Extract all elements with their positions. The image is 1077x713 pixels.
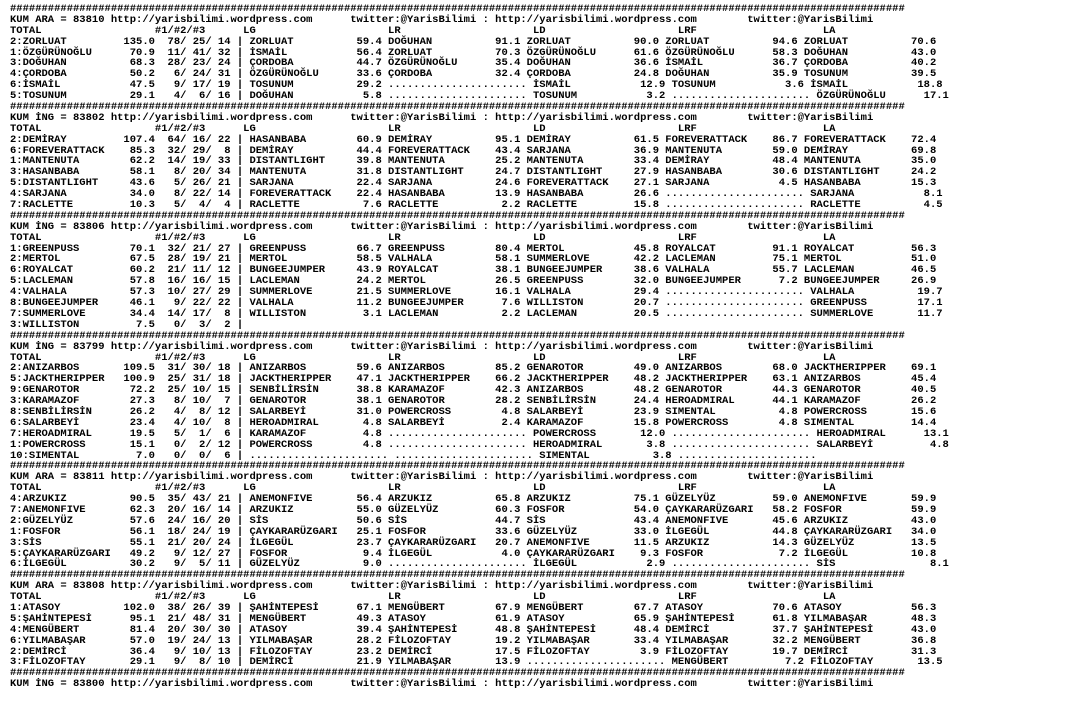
- horse-row: 7:ANEMONFIVE 62.3 20/ 16/ 14 | ARZUKIZ 55.0 GÜZELYÜZ 60.3 FOSFOR 54.0 ÇAYKARARÜZGARI 58.2 FOSFOR 59.9: [10, 503, 937, 516]
- horse-row: 5:ŞAHİNTEPESİ 95.1 21/ 48/ 31 | MENGÜBERT 49.3 ATASOY 61.9 ATASOY 65.9 ŞAHİNTEPESİ 61.8 YILMABAŞAR 48.3: [10, 612, 937, 625]
- separator-line: ##############################################################################################################################################: [10, 210, 905, 222]
- race-header: KUM İNG = 83800 http://yarisbilimi.wordpress.com twitter:@YarisBilimi : http://yarisbilimi.wordpress.com twitter:@YarisBilimi: [10, 678, 874, 691]
- separator-line: ##############################################################################################################################################: [10, 4, 905, 15]
- race-header: KUM ARA = 83808 http://yarisbilimi.wordpress.com twitter:@YarisBilimi : http://yarisbilimi.wordpress.com twitter:@YarisBilimi: [10, 580, 874, 593]
- horse-row: 5:DISTANTLIGHT 43.6 5/ 26/ 21 | SARJANA 22.4 SARJANA 24.6 FOREVERATTACK 27.1 SARJANA 4.5 HASANBABA 15.3: [10, 177, 937, 190]
- horse-row: 10:SIMENTAL 7.0 0/ 0/ 6 | ...................... ...................... SIMENTAL 3.8 ......................: [10, 449, 817, 462]
- column-headers: TOTAL #1/#2/#3 LG LR LD LRF LA: [10, 482, 836, 495]
- separator-line: ##############################################################################################################################################: [10, 461, 905, 473]
- horse-row: 4:SARJANA 34.0 8/ 22/ 14 | FOREVERATTACK 22.4 HASANBABA 13.9 HASANBABA 26.6 ...................... SARJANA 8.1: [10, 188, 943, 201]
- race-header: KUM İNG = 83799 http://yarisbilimi.wordpress.com twitter:@YarisBilimi : http://yarisbilimi.wordpress.com twitter:@YarisBilimi: [10, 340, 874, 353]
- horse-row: 4:MENGÜBERT 81.4 20/ 30/ 30 | ATASOY 39.4 ŞAHİNTEPESİ 48.8 ŞAHİNTEPESİ 48.4 DEMİRCİ 37.7 ŞAHİNTEPESİ 43.0: [10, 623, 937, 636]
- column-headers: TOTAL #1/#2/#3 LG LR LD LRF LA: [10, 24, 836, 37]
- horse-row: 8:BUNGEEJUMPER 46.1 9/ 22/ 22 | VALHALA 11.2 BUNGEEJUMPER 7.6 WILLISTON 20.7 ...................... GREENPUSS 17.1: [10, 297, 943, 310]
- separator-line: ##############################################################################################################################################: [10, 330, 905, 342]
- horse-row: 3:HASANBABA 58.1 8/ 20/ 34 | MANTENUTA 31.8 DISTANTLIGHT 24.7 DISTANTLIGHT 27.9 HASANBABA 30.6 DISTANTLIGHT 24.2: [10, 166, 937, 179]
- horse-row: 6:İLGEGÜL 30.2 9/ 5/ 11 | GÜZELYÜZ 9.0 ...................... İLGEGÜL 2.9 ...................... SİS 8.1: [10, 558, 949, 571]
- horse-row: 2:ZORLUAT 135.0 78/ 25/ 14 | ZORLUAT 59.4 DOĞUHAN 91.1 ZORLUAT 90.0 ZORLUAT 94.6 ZORLUAT 70.6: [10, 35, 937, 48]
- horse-row: 6:YILMABAŞAR 57.0 19/ 24/ 13 | YILMABAŞAR 28.2 FİLOZOFTAY 19.2 YILMABAŞAR 33.4 YILMABAŞAR 32.2 MENGÜBERT 36.8: [10, 634, 937, 647]
- horse-row: 1:ÖZGÜRÜNOĞLU 70.9 11/ 41/ 32 | İSMAİL 56.4 ZORLUAT 70.3 ÖZGÜRÜNOĞLU 61.6 ÖZGÜRÜNOĞLU 58.3 DOĞUHAN 43.0: [10, 46, 937, 59]
- horse-row: 3:KARAMAZOF 27.3 8/ 10/ 7 | GENAROTOR 38.1 GENAROTOR 28.2 SENBİLİRSİN 24.4 HEROADMIRAL 44.1 KARAMAZOF 26.2: [10, 395, 937, 408]
- horse-row: 1:MANTENUTA 62.2 14/ 19/ 33 | DISTANTLIGHT 39.8 MANTENUTA 25.2 MANTENUTA 33.4 DEMİRAY 48.4 MANTENUTA 35.0: [10, 155, 937, 168]
- separator-line: ##############################################################################################################################################: [10, 102, 905, 113]
- horse-row: 2:DEMİRAY 107.4 64/ 16/ 22 | HASANBABA 60.9 DEMİRAY 95.1 DEMİRAY 61.5 FOREVERATTACK 86.7 FOREVERATTACK 72.4: [10, 133, 937, 146]
- horse-row: 5:JACKTHERIPPER 100.9 25/ 31/ 18 | JACKTHERIPPER 47.1 JACKTHERIPPER 66.2 JACKTHERIPPER 48.2 JACKTHERIPPER 63.1 ANIZARBOS 45.4: [10, 373, 937, 386]
- race-header: KUM İNG = 83806 http://yarisbilimi.wordpress.com twitter:@YarisBilimi : http://yarisbilimi.wordpress.com twitter:@YarisBilimi: [10, 220, 874, 233]
- horse-row: 2:MERTOL 67.5 28/ 19/ 21 | MERTOL 58.5 VALHALA 58.1 SUMMERLOVE 42.2 LACLEMAN 75.1 MERTOL 51.0: [10, 253, 937, 266]
- horse-row: 7:SUMMERLOVE 34.4 14/ 17/ 8 | WILLISTON 3.1 LACLEMAN 2.2 LACLEMAN 20.5 ...................... SUMMERLOVE 11.7: [10, 307, 943, 320]
- horse-row: 5:ÇAYKARARÜZGARI 49.2 9/ 12/ 27 | FOSFOR 9.4 İLGEGÜL 4.0 ÇAYKARARÜZGARI 9.3 FOSFOR 7.2 İLGEGÜL 10.8: [10, 547, 937, 560]
- horse-row: 6:SALARBEYİ 23.4 4/ 10/ 8 | HEROADMIRAL 4.8 SALARBEYİ 2.4 KARAMAZOF 15.8 POWERCROSS 4.8 SIMENTAL 14.4: [10, 416, 937, 429]
- horse-row: 2:DEMİRCİ 36.4 9/ 10/ 13 | FİLOZOFTAY 23.2 DEMİRCİ 17.5 FİLOZOFTAY 3.9 FİLOZOFTAY 19.7 DEMİRCİ 31.3: [10, 645, 937, 658]
- horse-row: 2:GÜZELYÜZ 57.6 24/ 16/ 20 | SİS 50.6 SİS 44.7 SİS 43.4 ANEMONFIVE 45.6 ARZUKIZ 43.0: [10, 514, 937, 527]
- horse-row: 8:SENBİLİRSİN 26.2 4/ 8/ 12 | SALARBEYİ 31.0 POWERCROSS 4.8 SALARBEYİ 23.9 SIMENTAL 4.8 POWERCROSS 15.6: [10, 405, 937, 418]
- horse-row: 1:FOSFOR 56.1 18/ 24/ 19 | ÇAYKARARÜZGARI 25.1 FOSFOR 33.6 GÜZELYÜZ 33.0 İLGEGÜL 44.8 ÇAYKARARÜZGARI 34.0: [10, 525, 937, 538]
- horse-row: 3:SİS 55.1 21/ 20/ 24 | İLGEGÜL 23.7 ÇAYKARARÜZGARI 20.7 ANEMONFIVE 11.5 ARZUKIZ 14.3 GÜZELYÜZ 13.5: [10, 536, 937, 549]
- horse-row: 5:LACLEMAN 57.8 16/ 16/ 15 | LACLEMAN 24.2 MERTOL 26.5 GREENPUSS 32.0 BUNGEEJUMPER 7.2 BUNGEEJUMPER 26.9: [10, 275, 937, 288]
- race-header: KUM İNG = 83802 http://yarisbilimi.wordpress.com twitter:@YarisBilimi : http://yarisbilimi.wordpress.com twitter:@YarisBilimi: [10, 111, 874, 124]
- column-headers: TOTAL #1/#2/#3 LG LR LD LRF LA: [10, 122, 836, 135]
- horse-row: 1:GREENPUSS 70.1 32/ 21/ 27 | GREENPUSS 66.7 GREENPUSS 80.4 MERTOL 45.8 ROYALCAT 91.1 ROYALCAT 56.3: [10, 242, 937, 255]
- horse-row: 7:RACLETTE 10.3 5/ 4/ 4 | RACLETTE 7.6 RACLETTE 2.2 RACLETTE 15.8 ...................... RACLETTE 4.5: [10, 199, 943, 212]
- horse-row: 6:İSMAİL 47.5 9/ 17/ 19 | TOSUNUM 29.2 ...................... İSMAİL 12.9 TOSUNUM 3.6 İSMAİL 18.8: [10, 79, 943, 92]
- race-header: KUM ARA = 83810 http://yarisbilimi.wordpress.com twitter:@YarisBilimi : http://yarisbilimi.wordpress.com twitter:@YarisBilimi: [10, 13, 874, 26]
- horse-row: 2:ANIZARBOS 109.5 31/ 30/ 18 | ANIZARBOS 59.6 ANIZARBOS 85.2 GENAROTOR 49.0 ANIZARBOS 68.0 JACKTHERIPPER 69.1: [10, 362, 937, 375]
- column-headers: TOTAL #1/#2/#3 LG LR LD LRF LA: [10, 231, 836, 244]
- separator-line: ##############################################################################################################################################: [10, 668, 905, 680]
- horse-row: 4:VALHALA 57.3 10/ 27/ 29 | SUMMERLOVE 21.5 SUMMERLOVE 16.1 VALHALA 29.4 ...................... VALHALA 19.7: [10, 286, 943, 299]
- horse-row: 5:TOSUNUM 29.1 4/ 6/ 16 | DOĞUHAN 5.8 ...................... TOSUNUM 3.2 ...................... ÖZGÜRÜNOĞLU 17.1: [10, 90, 949, 103]
- column-headers: TOTAL #1/#2/#3 LG LR LD LRF LA: [10, 351, 836, 364]
- horse-row: 3:WILLISTON 7.5 0/ 3/ 2 |: [10, 318, 244, 331]
- column-headers: TOTAL #1/#2/#3 LG LR LD LRF LA: [10, 591, 836, 604]
- horse-row: 1:POWERCROSS 15.1 0/ 2/ 12 | POWERCROSS 4.8 ...................... HEROADMIRAL 3.8 ...................... SALARBEYİ 4.8: [10, 438, 949, 451]
- horse-row: 3:DOĞUHAN 68.3 28/ 23/ 24 | ÇORDOBA 44.7 ÖZGÜRÜNOĞLU 35.4 DOĞUHAN 36.6 İSMAİL 36.7 ÇORDOBA 40.2: [10, 57, 937, 70]
- horse-row: 7:HEROADMIRAL 19.5 5/ 1/ 6 | KARAMAZOF 4.8 ...................... POWERCROSS 12.0 ...................... HEROADMIRAL 13.1: [10, 427, 949, 440]
- horse-row: 3:FİLOZOFTAY 29.1 9/ 8/ 10 | DEMİRCİ 21.9 YILMABAŞAR 13.9 ...................... MENGÜBERT 7.2 FİLOZOFTAY 13.5: [10, 656, 943, 669]
- race-header: KUM ARA = 83811 http://yarisbilimi.wordpress.com twitter:@YarisBilimi : http://yarisbilimi.wordpress.com twitter:@YarisBilimi: [10, 471, 874, 484]
- separator-line: ##############################################################################################################################################: [10, 570, 905, 582]
- horse-row: 4:ÇORDOBA 50.2 6/ 24/ 31 | ÖZGÜRÜNOĞLU 33.6 ÇORDOBA 32.4 ÇORDOBA 24.8 DOĞUHAN 35.9 TOSUNUM 39.5: [10, 68, 937, 81]
- horse-row: 4:ARZUKIZ 90.5 35/ 43/ 21 | ANEMONFIVE 56.4 ARZUKIZ 65.8 ARZUKIZ 75.1 GÜZELYÜZ 59.0 ANEMONFIVE 59.9: [10, 493, 937, 506]
- horse-row: 1:ATASOY 102.0 38/ 26/ 39 | ŞAHİNTEPESİ 67.1 MENGÜBERT 67.9 MENGÜBERT 67.7 ATASOY 70.6 ATASOY 56.3: [10, 601, 937, 614]
- horse-row: 9:GENAROTOR 72.2 25/ 10/ 15 | SENBİLİRSİN 38.8 KARAMAZOF 42.3 ANIZARBOS 48.2 GENAROTOR 44.3 GENAROTOR 40.5: [10, 384, 937, 397]
- horse-row: 6:FOREVERATTACK 85.3 32/ 29/ 8 | DEMİRAY 44.4 FOREVERATTACK 43.4 SARJANA 36.9 MANTENUTA 59.0 DEMİRAY 69.8: [10, 144, 937, 157]
- horse-row: 6:ROYALCAT 60.2 21/ 11/ 12 | BUNGEEJUMPER 43.9 ROYALCAT 38.1 BUNGEEJUMPER 38.6 VALHALA 55.7 LACLEMAN 46.5: [10, 264, 937, 277]
